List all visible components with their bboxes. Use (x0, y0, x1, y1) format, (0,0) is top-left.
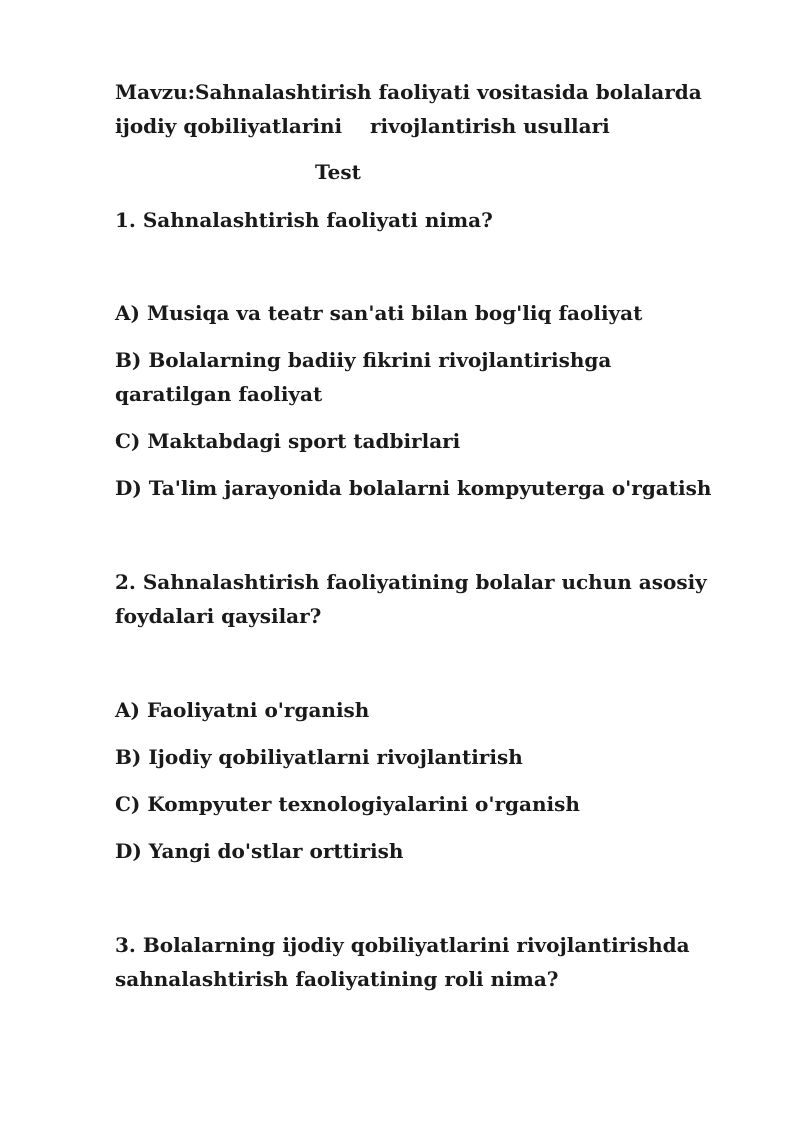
question-2-option-d: D) Yangi do'stlar orttirish (115, 839, 404, 863)
question-2-option-b: B) Ijodiy qobiliyatlarni rivojlantirish (115, 745, 523, 769)
question-1-option-a: A) Musiqa va teatr san'ati bilan bog'liq faoliyat (115, 301, 643, 325)
test-heading: Test (315, 160, 361, 184)
question-2: 2. Sahnalashtirish faoliyatining bolalar uchun asosiy foydalari qaysilar? (115, 570, 707, 628)
question-1: 1. Sahnalashtirish faoliyati nima? (115, 208, 493, 232)
question-2-option-a: A) Faoliyatni o'rganish (115, 698, 370, 722)
topic-line-2: ijodiy qobiliyatlarini rivojlantirish usullari (115, 114, 610, 138)
question-1-option-c: C) Maktabdagi sport tadbirlari (115, 429, 461, 453)
question-1-option-b: B) Bolalarning badiiy fikrini rivojlantirishga qaratilgan faoliyat (115, 348, 612, 406)
topic-line-1: Mavzu:Sahnalashtirish faoliyati vositasida bolalarda (115, 80, 702, 104)
question-2-option-c: C) Kompyuter texnologiyalarini o'rganish (115, 792, 580, 816)
question-1-option-d: D) Ta'lim jarayonida bolalarni kompyuterga o'rgatish (115, 476, 712, 500)
question-3: 3. Bolalarning ijodiy qobiliyatlarini rivojlantirishda sahnalashtirish faoliyatining roli nima? (115, 933, 690, 991)
